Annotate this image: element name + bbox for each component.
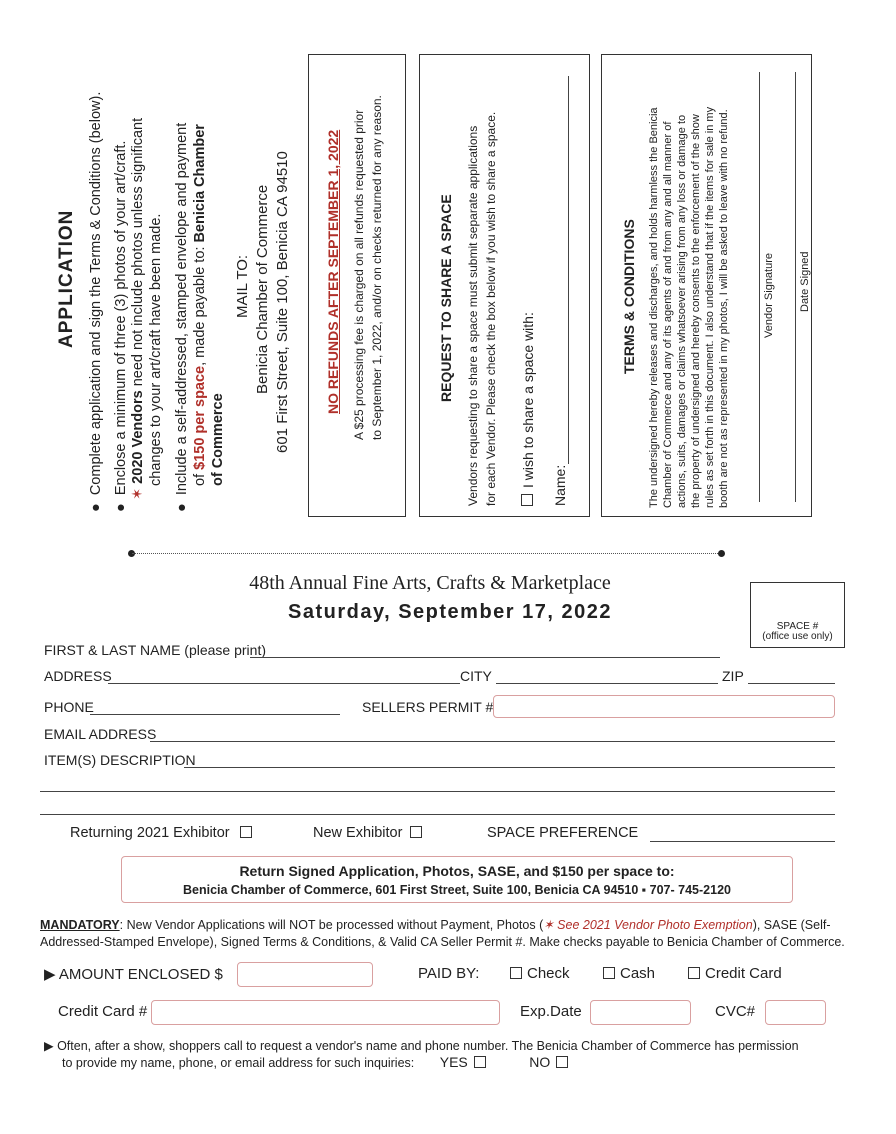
terms-line: The undersigned hereby releases and discharges, and holds harmless the Benicia — [648, 107, 660, 508]
space-number-label: SPACE # — [776, 621, 819, 632]
event-date: Saturday, September 17, 2022 — [288, 601, 612, 623]
permission-line-1: ▶ Often, after a show, shoppers call to request a vendor's name and phone number. The Benicia Chamber of Commerce has permission — [44, 1039, 799, 1053]
pay-check-label: Check — [527, 965, 570, 982]
returning-exhibitor-checkbox[interactable] — [240, 826, 252, 838]
mail-to-name: Benicia Chamber of Commerce — [254, 184, 271, 394]
permission-text: to provide my name, phone, or email address for such inquiries: — [62, 1056, 415, 1070]
name-field[interactable] — [250, 657, 720, 658]
permission-yes-option[interactable] — [440, 1054, 486, 1070]
mandatory-line-1 — [40, 917, 831, 932]
mandatory-text-1: : New Vendor Applications will NOT be processed without Payment, Photos ( — [119, 918, 544, 932]
paid-by-label: PAID BY: — [418, 965, 480, 982]
terms-line: rules as set forth in this document. I also understand that if the items for sale in my — [704, 106, 716, 508]
refunds-title: NO REFUNDS AFTER SEPTEMBER 1, 2022 — [325, 129, 341, 414]
bullet-3b-mid: , made payable to: — [192, 242, 208, 366]
zip-field[interactable] — [748, 683, 835, 684]
terms-line: Chamber of Commerce and any of its agents of and from any and all manner of — [662, 121, 674, 508]
amount-input[interactable] — [237, 962, 373, 987]
terms-line: actions, suits, damages or claims whatsoever arising from any loss or damage to — [676, 114, 688, 508]
bullet-2b-text: need not include photos unless significant — [130, 117, 146, 391]
bullet-3-text: Include a self-addressed, stamped envelope and payment — [174, 122, 190, 496]
new-exhibitor-checkbox[interactable] — [410, 826, 422, 838]
bullet-1-text: Complete application and sign the Terms & Conditions (below). — [88, 91, 104, 496]
return-instructions-box — [121, 856, 793, 903]
share-title: REQUEST TO SHARE A SPACE — [438, 194, 454, 402]
share-line-2: for each Vendor. Please check the box below if you wish to share a space. — [484, 111, 498, 506]
return-line-1: Return Signed Application, Photos, SASE, and $150 per space to: — [239, 863, 675, 879]
share-checkbox-label: I wish to share a space with: — [520, 312, 536, 488]
vendor-signature-label: Vendor Signature — [763, 252, 775, 338]
permission-no-option[interactable] — [529, 1054, 568, 1070]
name-label: FIRST & LAST NAME (please print) — [44, 642, 266, 658]
refunds-line-1: A $25 processing fee is charged on all refunds requested prior — [352, 109, 366, 440]
pay-credit-checkbox[interactable] — [688, 967, 700, 979]
terms-title: TERMS & CONDITIONS — [621, 219, 637, 374]
bullet-2b-bold: 2020 Vendors — [130, 390, 146, 484]
share-line-1: Vendors requesting to share a space must submit separate applications — [466, 125, 480, 506]
bullet-dot: ● — [88, 495, 104, 512]
share-name-line[interactable] — [568, 76, 569, 464]
application-title: APPLICATION — [56, 209, 77, 348]
terms-line: the property of undersigned and hereby consents to the enforcement of the show — [690, 114, 702, 508]
mail-to-address: 601 First Street, Suite 100, Benicia CA 94510 — [274, 151, 291, 453]
zip-label: ZIP — [722, 668, 744, 684]
items-field-line-3[interactable] — [40, 814, 835, 815]
phone-label: PHONE — [44, 699, 94, 715]
items-label: ITEM(S) DESCRIPTION — [44, 752, 196, 768]
pay-cash-checkbox[interactable] — [603, 967, 615, 979]
amount-label: ▶ AMOUNT ENCLOSED $ — [44, 966, 223, 983]
cvc-input[interactable] — [765, 1000, 826, 1025]
returning-exhibitor-label: Returning 2021 Exhibitor — [70, 825, 230, 841]
bullet-3 — [174, 123, 190, 512]
sellers-permit-label: SELLERS PERMIT # — [362, 699, 494, 715]
city-label: CITY — [460, 668, 492, 684]
cut-line — [132, 553, 722, 554]
new-exhibitor-label: New Exhibitor — [313, 825, 403, 841]
email-field[interactable] — [150, 741, 835, 742]
bullet-2b — [130, 118, 146, 500]
price-text: $150 per space — [192, 365, 208, 470]
exp-date-input[interactable] — [590, 1000, 691, 1025]
pay-credit-option[interactable] — [688, 965, 782, 982]
mail-to-label: MAIL TO: — [234, 254, 251, 318]
cvc-label: CVC# — [715, 1003, 756, 1020]
photo-exemption-note: ✶ See 2021 Vendor Photo Exemption — [543, 918, 753, 932]
bullet-3b-pre: of — [192, 469, 208, 486]
date-signed-line[interactable] — [795, 72, 796, 502]
bullet-3c — [210, 393, 226, 486]
permission-no-label: NO — [529, 1054, 551, 1070]
pay-check-checkbox[interactable] — [510, 967, 522, 979]
permission-line-2 — [62, 1054, 568, 1070]
phone-field[interactable] — [90, 714, 340, 715]
return-line-2: Benicia Chamber of Commerce, 601 First Street, Suite 100, Benicia CA 94510 ▪ 707- 745-2120 — [183, 883, 731, 897]
bullet-3c-bold: of Commerce — [210, 393, 226, 486]
card-number-input[interactable] — [151, 1000, 500, 1025]
address-field[interactable] — [108, 683, 460, 684]
mandatory-label: MANDATORY — [40, 918, 120, 932]
terms-line: booth are not as represented in my photos, I will be asked to leave with no refund. — [718, 109, 730, 508]
email-label: EMAIL ADDRESS — [44, 726, 157, 742]
card-number-label: Credit Card # — [58, 1003, 148, 1020]
space-preference-label: SPACE PREFERENCE — [487, 825, 639, 841]
refunds-line-2: to September 1, 2022, and/or on checks returned for any reason. — [370, 95, 384, 440]
pay-credit-label: Credit Card — [705, 965, 782, 982]
address-label: ADDRESS — [44, 668, 112, 684]
event-title: 48th Annual Fine Arts, Crafts & Marketplace — [249, 572, 611, 594]
items-field[interactable] — [184, 767, 835, 768]
items-field-line-2[interactable] — [40, 791, 835, 792]
new-exhibitor-option[interactable] — [313, 825, 422, 841]
bullet-2-text: Enclose a minimum of three (3) photos of your art/craft. — [113, 140, 129, 496]
bullet-2c — [148, 214, 164, 486]
space-number-box[interactable] — [750, 582, 845, 648]
sellers-permit-input[interactable] — [493, 695, 835, 718]
share-checkbox-row[interactable] — [520, 312, 536, 506]
cut-line-right-dot — [718, 550, 725, 557]
bullet-1 — [88, 92, 104, 512]
vendor-signature-line[interactable] — [759, 72, 760, 502]
permission-yes-label: YES — [439, 1054, 468, 1070]
bullet-dot: ● — [113, 495, 129, 512]
space-number-note: (office use only) — [762, 631, 833, 642]
city-field[interactable] — [496, 683, 718, 684]
space-preference-field[interactable] — [650, 841, 835, 842]
mandatory-line-2: Addressed-Stamped Envelope), Signed Terms & Conditions, & Valid CA Seller Permit #. Make checks payable to Benicia Chamber of Commerce. — [40, 935, 845, 949]
bullet-dot: ● — [174, 495, 190, 512]
mandatory-text-2: ), SASE (Self- — [752, 918, 831, 932]
bullet-3b-bold: Benicia Chamber — [192, 124, 208, 243]
pay-check-option[interactable] — [510, 965, 570, 982]
exp-date-label: Exp.Date — [520, 1003, 582, 1020]
bullet-2 — [113, 141, 129, 512]
pay-cash-option[interactable] — [603, 965, 655, 982]
red-star-icon: ✶ — [130, 483, 146, 500]
bullet-2c-text: changes to your art/craft have been made. — [148, 213, 164, 486]
returning-exhibitor-option[interactable] — [70, 825, 252, 841]
pay-cash-label: Cash — [620, 965, 656, 982]
share-checkbox[interactable] — [521, 494, 533, 506]
date-signed-label: Date Signed — [799, 251, 811, 312]
permission-yes-checkbox[interactable] — [474, 1056, 486, 1068]
permission-no-checkbox[interactable] — [556, 1056, 568, 1068]
bullet-3b — [192, 124, 208, 486]
share-name-label: Name: — [552, 464, 568, 506]
